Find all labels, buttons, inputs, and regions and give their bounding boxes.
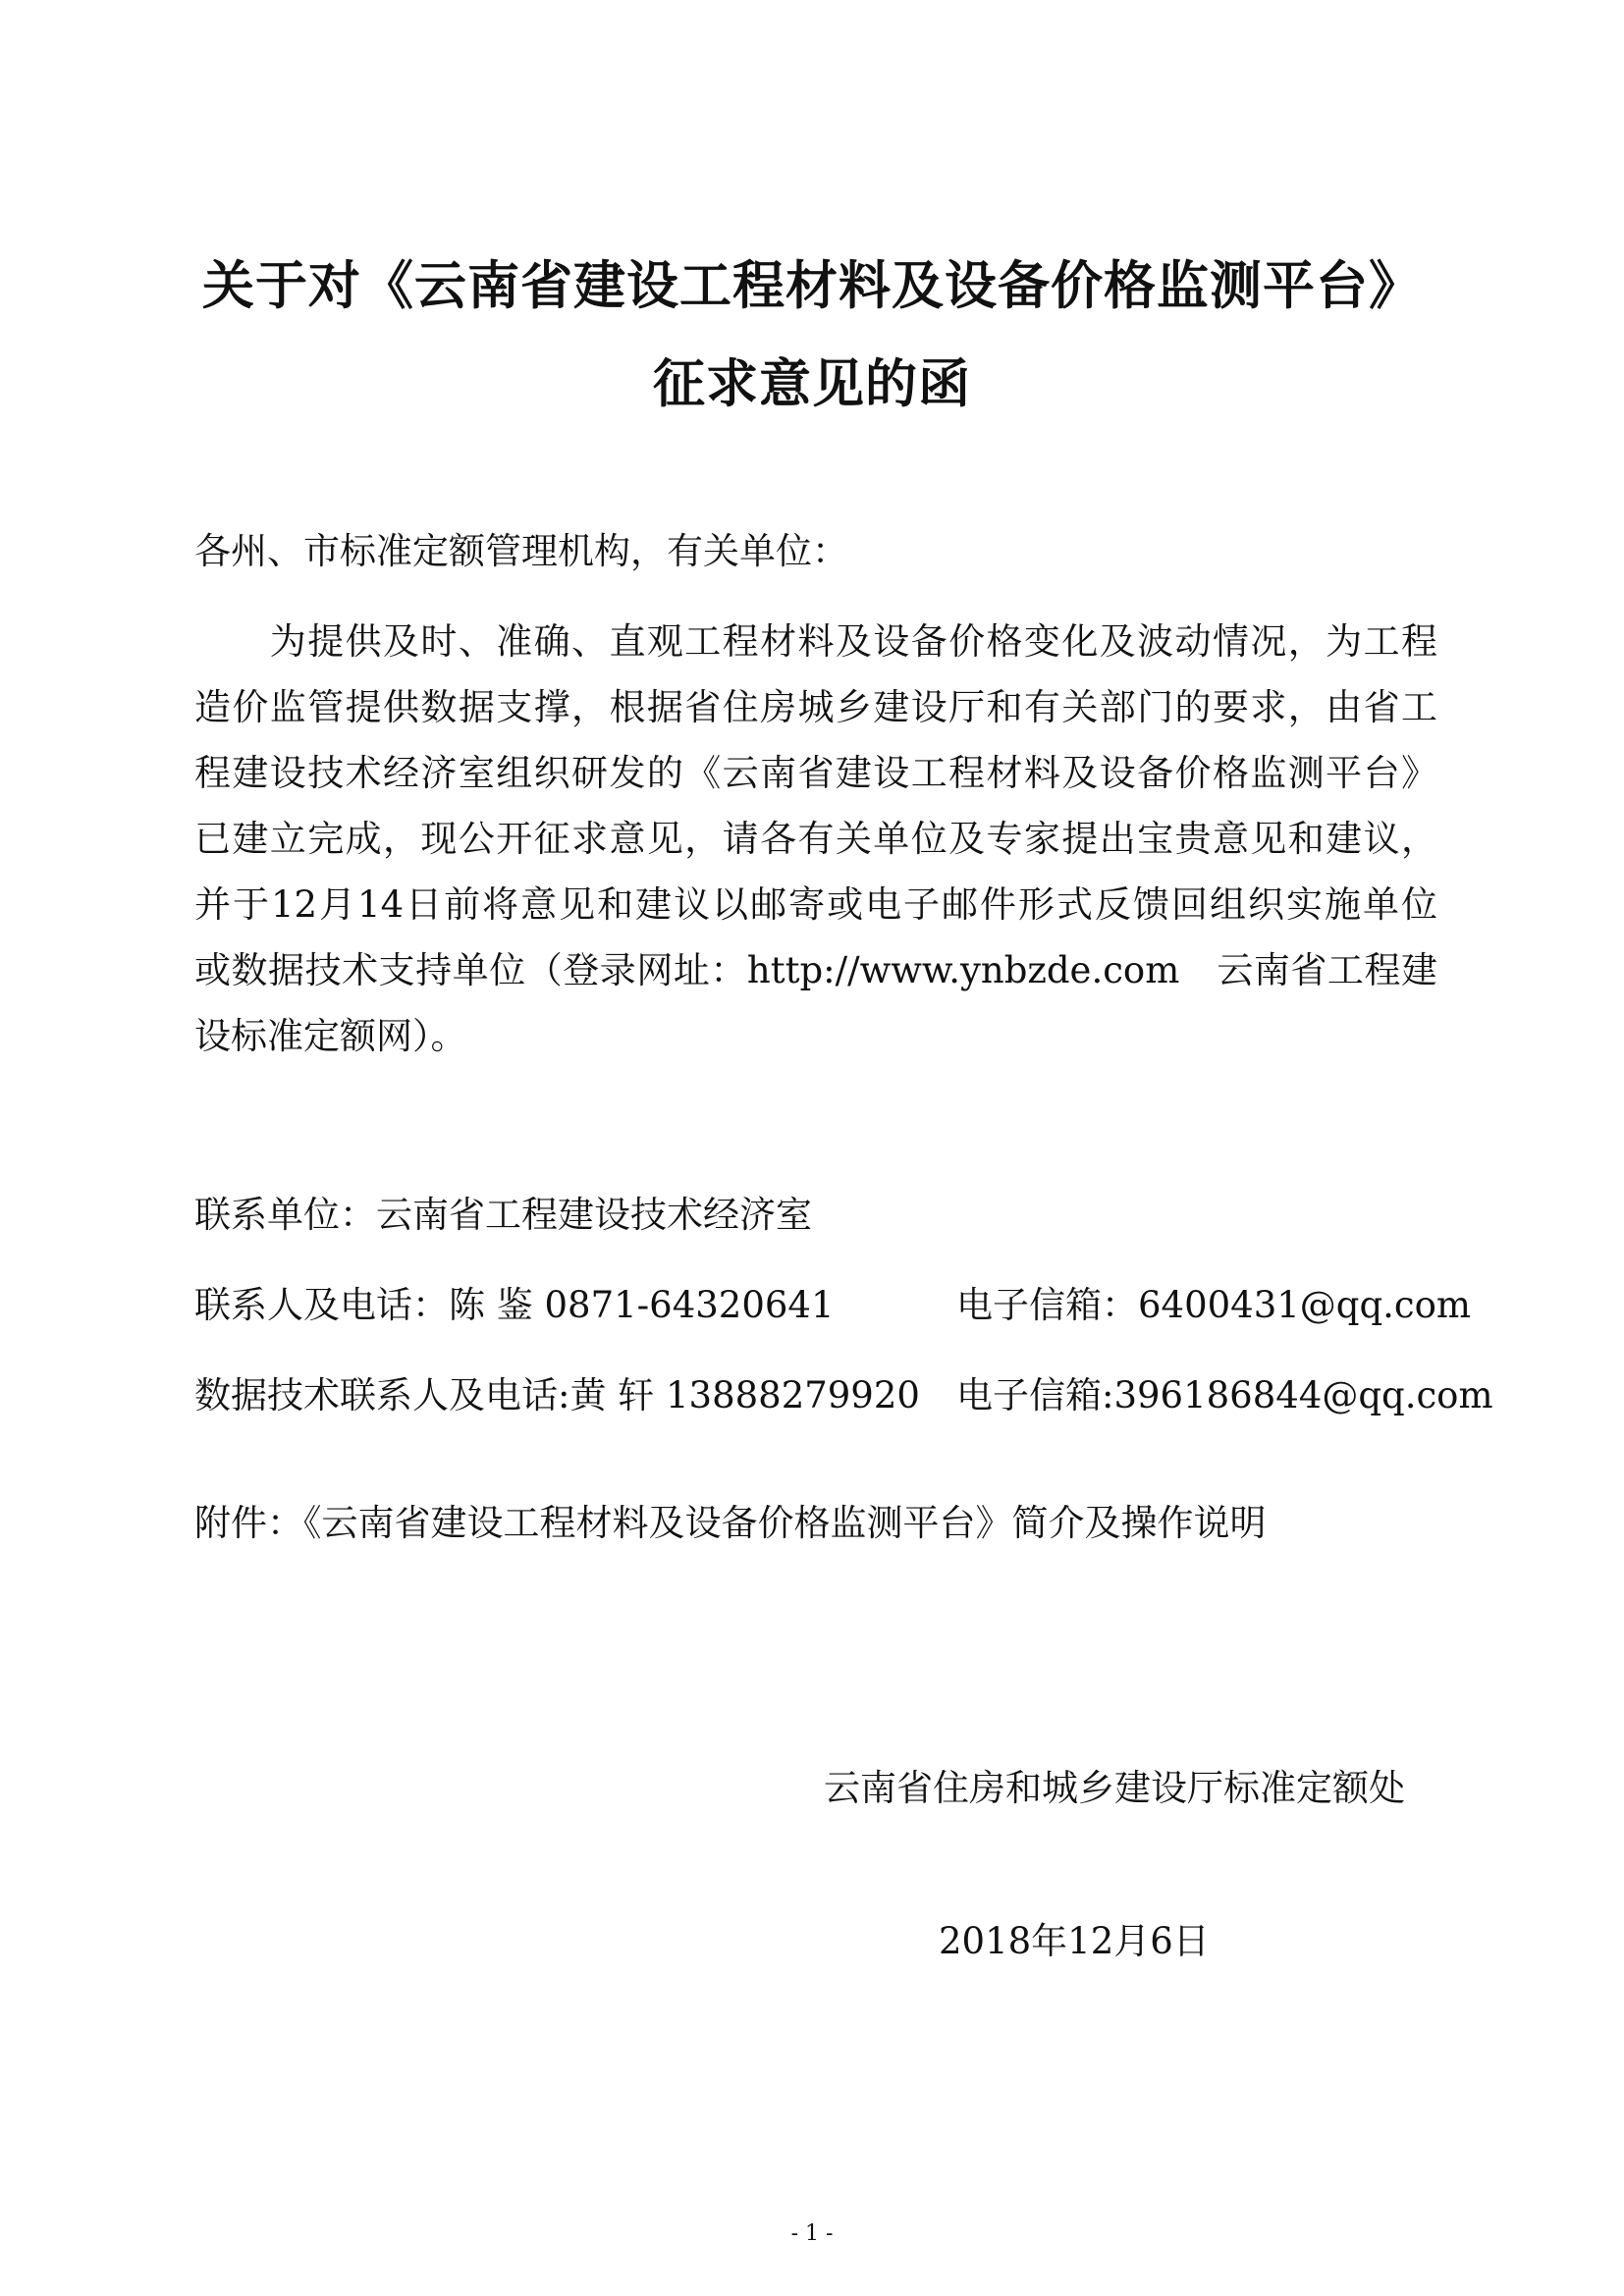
- page-number: - 1 -: [790, 2221, 834, 2246]
- attachment-note: 附件：《云南省建设工程材料及设备价格监测平台》简介及操作说明: [194, 1502, 1267, 1544]
- document-title-line-1: 关于对《云南省建设工程材料及设备价格监测平台》: [202, 256, 1422, 316]
- body-line: 并于12月14日前将意见和建议以邮寄或电子邮件形式反馈回组织实施单位: [194, 883, 1437, 926]
- tech-contact-email: 电子信箱:396186844@qq.com: [956, 1374, 1493, 1416]
- salutation: 各州、市标准定额管理机构，有关单位：: [194, 530, 848, 572]
- issue-date: 2018年12月6日: [939, 1920, 1210, 1962]
- body-line: 设标准定额网）。: [194, 1015, 467, 1057]
- contact-person: 联系人及电话：陈 鉴 0871-64320641: [194, 1284, 835, 1326]
- body-line: 造价监管提供数据支撑，根据省住房城乡建设厅和有关部门的要求，由省工: [194, 686, 1437, 728]
- body-line: 程建设技术经济室组织研发的《云南省建设工程材料及设备价格监测平台》: [194, 752, 1437, 794]
- contact-unit: 联系单位：云南省工程建设技术经济室: [194, 1194, 812, 1236]
- contact-email: 电子信箱：6400431@qq.com: [956, 1284, 1471, 1326]
- tech-contact-person: 数据技术联系人及电话:黄 轩 13888279920: [194, 1374, 920, 1416]
- issuer-signature: 云南省住房和城乡建设厅标准定额处: [824, 1767, 1405, 1809]
- document-title-line-2: 征求意见的函: [653, 354, 971, 414]
- body-line: 或数据技术支持单位（登录网址：http://www.ynbzde.com 云南省工程建: [194, 949, 1437, 991]
- body-line: 已建立完成，现公开征求意见，请各有关单位及专家提出宝贵意见和建议，: [194, 818, 1437, 860]
- body-line: 为提供及时、准确、直观工程材料及设备价格变化及波动情况，为工程: [194, 620, 1437, 663]
